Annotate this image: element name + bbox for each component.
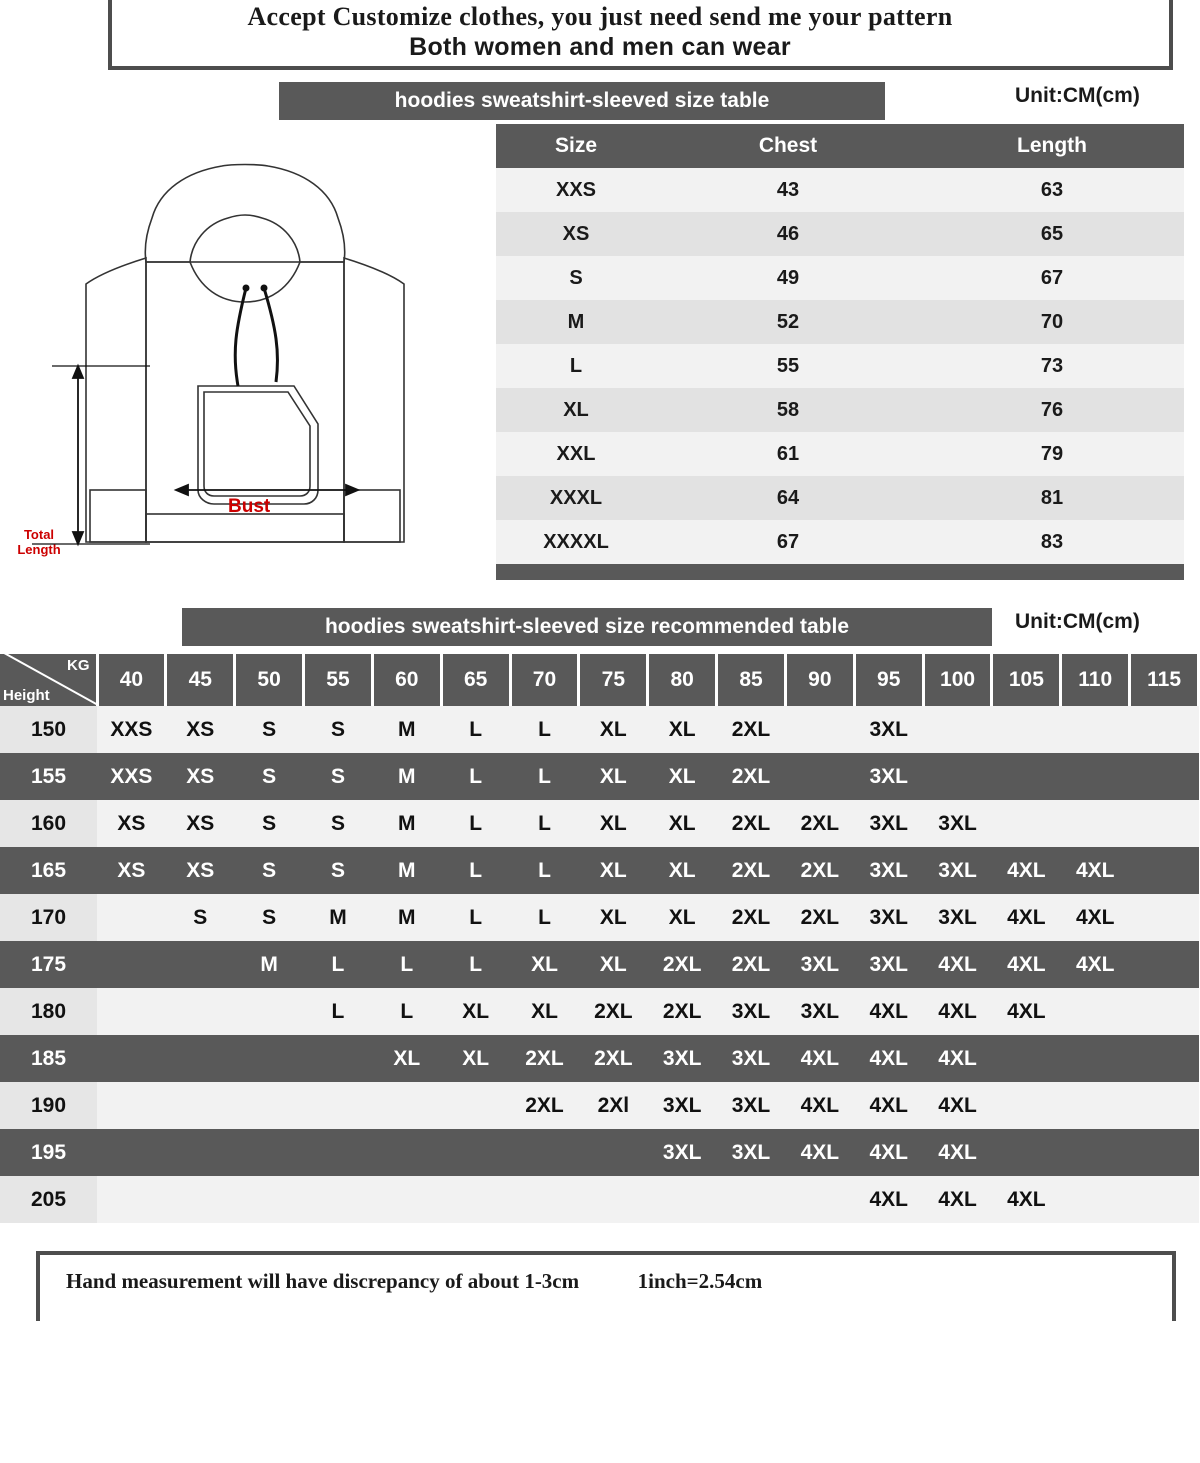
recommended-size-cell: S	[235, 894, 304, 941]
recommended-size-cell: L	[441, 941, 510, 988]
size-table-title: hoodies sweatshirt-sleeved size table	[279, 82, 885, 120]
table-row	[0, 1035, 1199, 1082]
footer-note	[66, 1269, 762, 1294]
chest-cell: 58	[656, 388, 920, 432]
recommended-size-cell	[1130, 1035, 1199, 1082]
table-row	[0, 1129, 1199, 1176]
recommended-size-cell: 3XL	[923, 894, 992, 941]
footer-bar-cell	[496, 564, 1184, 580]
table-row	[0, 1082, 1199, 1129]
recommended-size-cell	[1130, 1129, 1199, 1176]
chest-cell: 52	[656, 300, 920, 344]
recommended-size-cell	[717, 1176, 786, 1223]
recommended-size-cell: 3XL	[854, 706, 923, 753]
chest-cell: 61	[656, 432, 920, 476]
recommended-size-cell: M	[235, 941, 304, 988]
recommended-size-cell	[1061, 988, 1130, 1035]
table-row	[496, 168, 1184, 212]
recommended-size-cell	[97, 1129, 166, 1176]
recommended-size-cell	[235, 1129, 304, 1176]
length-cell: 83	[920, 520, 1184, 564]
recommended-size-cell: 4XL	[854, 1035, 923, 1082]
recommended-size-cell: 3XL	[785, 941, 854, 988]
table-row	[496, 432, 1184, 476]
recommended-size-cell: 4XL	[854, 1176, 923, 1223]
size-table	[496, 124, 1184, 580]
table-row	[0, 706, 1199, 753]
weight-header: 45	[166, 654, 235, 706]
recommended-size-cell: S	[166, 894, 235, 941]
weight-header: 100	[923, 654, 992, 706]
recommended-size-cell	[1130, 1176, 1199, 1223]
weight-header: 75	[579, 654, 648, 706]
recommended-size-cell: 2XL	[717, 847, 786, 894]
recommended-size-cell: XXS	[97, 706, 166, 753]
recommended-size-cell	[1061, 800, 1130, 847]
recommended-size-cell: 2XL	[717, 941, 786, 988]
recommended-size-cell: 4XL	[785, 1035, 854, 1082]
size-cell: XXXL	[496, 476, 656, 520]
recommended-size-cell: XL	[372, 1035, 441, 1082]
recommended-size-cell: 3XL	[648, 1129, 717, 1176]
recommended-size-cell: M	[372, 800, 441, 847]
recommended-size-cell: XS	[166, 800, 235, 847]
table-row	[496, 300, 1184, 344]
recommended-size-cell: 4XL	[1061, 941, 1130, 988]
recommended-size-cell	[1130, 988, 1199, 1035]
header-line-2: Both women and men can wear	[409, 32, 791, 61]
height-cell: 205	[0, 1176, 97, 1223]
height-cell: 155	[0, 753, 97, 800]
recommended-size-cell	[166, 1129, 235, 1176]
length-cell: 70	[920, 300, 1184, 344]
recommended-size-cell: 4XL	[785, 1129, 854, 1176]
recommended-size-cell	[441, 1082, 510, 1129]
table-row	[0, 988, 1199, 1035]
recommended-size-cell: 4XL	[923, 1082, 992, 1129]
size-table-unit: Unit:CM(cm)	[1015, 84, 1140, 107]
chest-cell: 49	[656, 256, 920, 300]
size-header: Size	[496, 124, 656, 168]
total-length-line-2: Length	[17, 541, 61, 557]
height-cell: 170	[0, 894, 97, 941]
table-row	[0, 894, 1199, 941]
recommended-size-cell: L	[304, 988, 373, 1035]
recommended-size-cell: L	[441, 894, 510, 941]
recommended-size-cell: 3XL	[923, 847, 992, 894]
recommended-size-cell	[923, 706, 992, 753]
recommended-size-cell: 4XL	[854, 1129, 923, 1176]
recommended-size-cell	[1130, 894, 1199, 941]
recommended-header-row	[0, 654, 1199, 706]
table-row	[496, 256, 1184, 300]
recommended-size-cell	[1061, 1082, 1130, 1129]
recommended-size-cell: XL	[510, 988, 579, 1035]
height-cell: 185	[0, 1035, 97, 1082]
table-row	[0, 1176, 1199, 1223]
recommended-size-cell: XL	[510, 941, 579, 988]
recommended-size-cell: 3XL	[854, 941, 923, 988]
table-row	[0, 847, 1199, 894]
size-cell: XXS	[496, 168, 656, 212]
height-cell: 175	[0, 941, 97, 988]
recommended-size-cell: 3XL	[854, 847, 923, 894]
recommended-size-cell: 2XL	[717, 800, 786, 847]
recommended-size-cell	[992, 1082, 1061, 1129]
length-cell: 65	[920, 212, 1184, 256]
recommended-size-cell: XL	[579, 847, 648, 894]
recommended-size-cell: S	[235, 800, 304, 847]
height-cell: 190	[0, 1082, 97, 1129]
recommended-size-cell: 3XL	[923, 800, 992, 847]
recommended-size-cell	[785, 706, 854, 753]
recommended-size-cell: 3XL	[717, 1129, 786, 1176]
recommended-size-cell	[1130, 800, 1199, 847]
recommended-size-cell: 2XL	[717, 894, 786, 941]
recommended-size-cell	[992, 800, 1061, 847]
recommended-size-cell	[1061, 1176, 1130, 1223]
recommended-size-cell: 2XL	[510, 1035, 579, 1082]
recommended-size-cell	[166, 988, 235, 1035]
recommended-size-cell: M	[304, 894, 373, 941]
weight-header: 50	[235, 654, 304, 706]
recommended-size-cell	[1061, 1129, 1130, 1176]
recommended-size-cell: 2XL	[579, 988, 648, 1035]
recommended-size-cell: 3XL	[648, 1082, 717, 1129]
recommended-size-cell: XS	[97, 847, 166, 894]
length-cell: 73	[920, 344, 1184, 388]
recommended-size-cell: XXS	[97, 753, 166, 800]
recommended-size-cell: L	[372, 941, 441, 988]
height-cell: 165	[0, 847, 97, 894]
recommended-size-cell: XL	[579, 941, 648, 988]
recommended-size-cell: L	[510, 847, 579, 894]
recommended-size-cell: L	[441, 800, 510, 847]
table-row	[0, 753, 1199, 800]
recommended-table-wrap	[0, 654, 1200, 1223]
recommended-size-cell: 3XL	[648, 1035, 717, 1082]
recommended-size-cell: 4XL	[1061, 847, 1130, 894]
recommended-size-cell: 2XL	[717, 706, 786, 753]
hoodie-illustration	[0, 138, 470, 588]
recommended-size-cell	[97, 941, 166, 988]
recommended-size-cell	[510, 1176, 579, 1223]
recommended-size-cell	[1061, 706, 1130, 753]
size-cell: XS	[496, 212, 656, 256]
weight-header: 95	[854, 654, 923, 706]
recommended-size-cell: XS	[166, 847, 235, 894]
recommended-size-cell: 4XL	[923, 1176, 992, 1223]
recommended-size-cell: 2XL	[717, 753, 786, 800]
recommended-size-cell: XL	[441, 988, 510, 1035]
recommended-size-cell: XL	[648, 894, 717, 941]
recommended-size-cell: 4XL	[923, 1129, 992, 1176]
size-cell: XL	[496, 388, 656, 432]
recommended-size-cell	[166, 941, 235, 988]
recommended-size-cell	[1130, 753, 1199, 800]
recommended-size-cell: 4XL	[923, 941, 992, 988]
weight-header: 55	[304, 654, 373, 706]
recommended-size-cell	[441, 1176, 510, 1223]
header-text	[0, 2, 1200, 62]
recommended-size-cell: XL	[648, 847, 717, 894]
recommended-size-cell: XL	[648, 706, 717, 753]
size-cell: XXL	[496, 432, 656, 476]
recommended-table-unit: Unit:CM(cm)	[1015, 610, 1140, 633]
recommended-size-cell: XL	[579, 706, 648, 753]
recommended-size-cell	[992, 1035, 1061, 1082]
weight-header: 70	[510, 654, 579, 706]
recommended-size-cell: 3XL	[717, 1035, 786, 1082]
recommended-size-cell: XL	[579, 894, 648, 941]
height-cell: 195	[0, 1129, 97, 1176]
recommended-size-cell	[166, 1176, 235, 1223]
chest-cell: 64	[656, 476, 920, 520]
recommended-size-cell: XL	[648, 800, 717, 847]
chest-header: Chest	[656, 124, 920, 168]
weight-header: 40	[97, 654, 166, 706]
recommended-size-cell: 4XL	[992, 847, 1061, 894]
length-cell: 67	[920, 256, 1184, 300]
recommended-size-cell: 2XL	[785, 800, 854, 847]
recommended-size-cell: S	[304, 753, 373, 800]
recommended-size-cell	[235, 1176, 304, 1223]
recommended-size-cell: L	[510, 894, 579, 941]
height-cell: 150	[0, 706, 97, 753]
recommended-size-cell	[1130, 706, 1199, 753]
recommended-size-cell: S	[304, 800, 373, 847]
weight-header: 65	[441, 654, 510, 706]
recommended-size-cell	[785, 1176, 854, 1223]
length-cell: 79	[920, 432, 1184, 476]
recommended-size-cell: 3XL	[717, 988, 786, 1035]
recommended-size-cell	[166, 1035, 235, 1082]
recommended-size-cell	[579, 1176, 648, 1223]
size-table-header-row	[496, 124, 1184, 168]
length-cell: 63	[920, 168, 1184, 212]
recommended-size-cell: L	[510, 706, 579, 753]
recommended-size-cell: 2XL	[648, 988, 717, 1035]
table-row	[496, 212, 1184, 256]
inch-conversion-note: 1inch=2.54cm	[637, 1269, 763, 1293]
recommended-size-cell: XL	[648, 753, 717, 800]
recommended-size-cell: 4XL	[992, 894, 1061, 941]
weight-header: 85	[717, 654, 786, 706]
recommended-size-cell	[992, 706, 1061, 753]
size-table-footer-bar	[496, 564, 1184, 580]
recommended-size-cell: XL	[441, 1035, 510, 1082]
header-banner	[0, 0, 1200, 78]
header-line-1: Accept Customize clothes, you just need send me your pattern	[247, 2, 953, 31]
recommended-size-cell: M	[372, 753, 441, 800]
recommended-size-cell: 4XL	[854, 988, 923, 1035]
recommended-size-cell: 4XL	[992, 1176, 1061, 1223]
recommended-size-cell: L	[304, 941, 373, 988]
weight-header: 105	[992, 654, 1061, 706]
recommended-size-cell	[97, 1035, 166, 1082]
measurement-discrepancy-note: Hand measurement will have discrepancy of about 1-3cm	[66, 1269, 580, 1293]
recommended-size-cell: M	[372, 706, 441, 753]
recommended-size-cell: 4XL	[923, 1035, 992, 1082]
recommended-size-cell: L	[510, 800, 579, 847]
recommended-size-cell	[1061, 753, 1130, 800]
size-table-title-row	[0, 78, 1200, 124]
size-chart-main	[0, 124, 1200, 604]
length-cell: 76	[920, 388, 1184, 432]
recommended-size-cell: 2XL	[648, 941, 717, 988]
height-axis-label: Height	[3, 687, 50, 704]
recommended-size-cell: S	[235, 847, 304, 894]
recommended-size-cell: 3XL	[785, 988, 854, 1035]
chest-cell: 55	[656, 344, 920, 388]
recommended-size-cell: L	[441, 847, 510, 894]
recommended-size-cell: XL	[579, 753, 648, 800]
recommended-size-cell: XS	[166, 753, 235, 800]
recommended-size-cell	[304, 1129, 373, 1176]
recommended-size-cell: L	[510, 753, 579, 800]
bust-dimension-label: Bust	[228, 496, 271, 517]
weight-header: 80	[648, 654, 717, 706]
recommended-size-cell: 4XL	[923, 988, 992, 1035]
recommended-size-cell: 2XL	[510, 1082, 579, 1129]
weight-header: 90	[785, 654, 854, 706]
weight-header: 115	[1130, 654, 1199, 706]
recommended-size-cell: 2XL	[785, 894, 854, 941]
recommended-size-table	[0, 654, 1200, 1223]
recommended-size-cell: 3XL	[717, 1082, 786, 1129]
recommended-table-title: hoodies sweatshirt-sleeved size recommended table	[182, 608, 992, 646]
size-cell: XXXXL	[496, 520, 656, 564]
size-cell: M	[496, 300, 656, 344]
chest-cell: 43	[656, 168, 920, 212]
recommended-table-title-row	[0, 604, 1200, 650]
recommended-size-cell	[372, 1129, 441, 1176]
recommended-size-cell	[579, 1129, 648, 1176]
recommended-size-cell: 4XL	[854, 1082, 923, 1129]
footer-banner	[0, 1251, 1200, 1331]
recommended-size-cell	[372, 1176, 441, 1223]
table-row	[496, 344, 1184, 388]
recommended-size-cell	[166, 1082, 235, 1129]
recommended-size-cell	[235, 1035, 304, 1082]
recommended-size-cell: 4XL	[1061, 894, 1130, 941]
recommended-size-cell: 2Xl	[579, 1082, 648, 1129]
recommended-size-cell: 3XL	[854, 753, 923, 800]
recommended-size-cell	[1061, 1035, 1130, 1082]
size-cell: S	[496, 256, 656, 300]
chest-cell: 46	[656, 212, 920, 256]
recommended-size-cell: 2XL	[785, 847, 854, 894]
recommended-size-cell	[510, 1129, 579, 1176]
recommended-size-cell	[923, 753, 992, 800]
recommended-size-cell: XL	[579, 800, 648, 847]
recommended-size-cell	[992, 753, 1061, 800]
recommended-size-cell	[1130, 1082, 1199, 1129]
length-header: Length	[920, 124, 1184, 168]
recommended-size-cell	[97, 1176, 166, 1223]
table-row	[496, 388, 1184, 432]
weight-axis-label: KG	[67, 657, 90, 674]
recommended-size-cell: M	[372, 894, 441, 941]
recommended-size-cell	[97, 894, 166, 941]
height-cell: 180	[0, 988, 97, 1035]
table-row	[496, 476, 1184, 520]
table-row	[0, 941, 1199, 988]
weight-header: 110	[1061, 654, 1130, 706]
recommended-size-cell	[1130, 847, 1199, 894]
recommended-size-cell	[235, 1082, 304, 1129]
recommended-size-cell	[992, 1129, 1061, 1176]
recommended-size-cell: S	[235, 706, 304, 753]
recommended-size-cell: XS	[97, 800, 166, 847]
table-row	[496, 520, 1184, 564]
hoodie-drawing-svg	[0, 138, 470, 588]
recommended-size-cell: S	[304, 847, 373, 894]
recommended-size-cell: 3XL	[854, 800, 923, 847]
recommended-size-cell	[1130, 941, 1199, 988]
recommended-size-cell: 4XL	[992, 988, 1061, 1035]
weight-header: 60	[372, 654, 441, 706]
height-cell: 160	[0, 800, 97, 847]
recommended-size-cell: L	[441, 753, 510, 800]
recommended-size-cell	[304, 1035, 373, 1082]
table-row	[0, 800, 1199, 847]
recommended-size-cell: M	[372, 847, 441, 894]
axis-corner-cell	[0, 654, 97, 706]
total-length-line-1: Total	[23, 527, 55, 542]
total-length-dimension-label	[8, 528, 70, 558]
recommended-size-cell: XS	[166, 706, 235, 753]
recommended-size-cell	[785, 753, 854, 800]
recommended-size-cell: 4XL	[785, 1082, 854, 1129]
recommended-size-cell: 2XL	[579, 1035, 648, 1082]
recommended-size-cell: 4XL	[992, 941, 1061, 988]
recommended-size-cell	[304, 1082, 373, 1129]
recommended-size-cell: 3XL	[854, 894, 923, 941]
length-cell: 81	[920, 476, 1184, 520]
chest-cell: 67	[656, 520, 920, 564]
recommended-size-cell	[97, 988, 166, 1035]
size-cell: L	[496, 344, 656, 388]
recommended-size-cell: S	[235, 753, 304, 800]
recommended-size-cell	[235, 988, 304, 1035]
recommended-size-cell	[97, 1082, 166, 1129]
recommended-size-cell: L	[441, 706, 510, 753]
recommended-size-cell	[441, 1129, 510, 1176]
recommended-size-cell	[648, 1176, 717, 1223]
recommended-size-cell: S	[304, 706, 373, 753]
recommended-size-cell	[372, 1082, 441, 1129]
recommended-size-cell: L	[372, 988, 441, 1035]
recommended-size-cell	[304, 1176, 373, 1223]
